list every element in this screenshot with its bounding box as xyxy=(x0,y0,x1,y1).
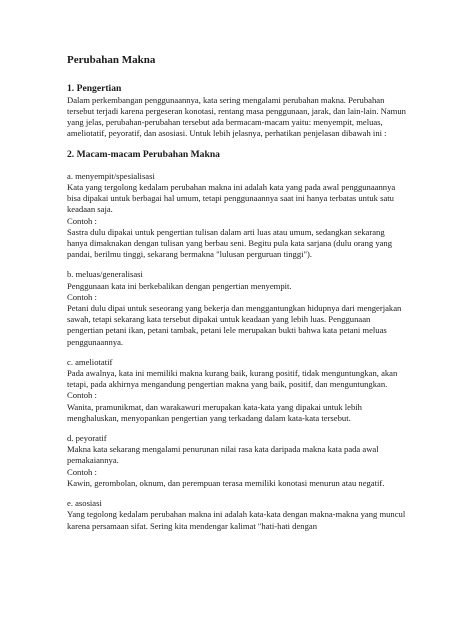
subsection-c-example-label: Contoh : xyxy=(67,390,97,401)
subsection-b-heading: b. meluas/generalisasi xyxy=(67,269,143,280)
subsection-d-body: Makna kata sekarang mengalami penurunan nilai rasa kata daripada makna kata pada awal pemakaiannya. xyxy=(67,444,379,466)
subsection-a-body: Kata yang tergolong kedalam perubahan makna ini adalah kata yang pada awal penggunaannya bisa dipakai untuk berbagai hal umum, tetapi penggunaannya saat ini hanya terbatas untuk satu keadaan saja. xyxy=(67,182,396,215)
subsection-d-example-label: Contoh : xyxy=(67,466,97,477)
subsection-c-example: Wanita, pramunikmat, dan warakawuri merupakan kata-kata yang dipakai untuk lebih menghaluskan, menyopankan pengertian yang terkadang dalam kata-kata tersebut. xyxy=(67,401,362,423)
subsection-a-example: Sastra dulu dipakai untuk pengertian tulisan dalam arti luas atau umum, sedangkan sekarang hanya dimaknakan dengan tulisan yang berbau seni. Begitu pula kata sarjana (dulu orang yang pandai, berilmu tinggi, sekarang bermakna "lulusan perguruan tinggi"). xyxy=(67,226,393,260)
subsection-e-body: Yang tegolong kedalam perubahan makna ini adalah kata-kata dengan makna-makna yang muncul karena persamaan sifat. Sering kita mendengar kalimat "hati-hati dengan xyxy=(67,509,406,531)
subsection-c-heading: c. ameliotatif xyxy=(67,356,113,367)
section-1-body: Dalam perkembangan penggunaannya, kata sering mengalami perubahan makna. Perubahan tersebut terjadi karena pergeseran konotasi, rentang masa penggunaan, jarak, dan lain-lain. Namun yang jelas, perubahan-perubahan tersebut ada bermacam-macam yaitu: menyempit, meluas, ameliotatif, peyoratif, dan asosiasi. Untuk lebih jelasnya, perhatikan penjelasan dibawah ini : xyxy=(67,94,406,139)
subsection-b-body: Penggunaan kata ini berkebalikan dengan pengertian menyempit. xyxy=(67,280,292,291)
subsection-b-example: Petani dulu dipai untuk seseorang yang bekerja dan menggantungkan hidupnya dari mengerjakan sawah, tetapi sekarang kata tersebut dipakai untuk keadaan yang lebih luas. Penggunaan pengertian petani ikan, petani tambak, petani lele merupakan bukti bahwa kata petani meluas penggunaannya. xyxy=(67,303,402,347)
subsection-a-example-label: Contoh : xyxy=(67,215,97,226)
subsection-e-heading: e. asosiasi xyxy=(67,498,102,509)
document-page xyxy=(67,54,407,532)
subsection-d-heading: d. peyoratif xyxy=(67,433,107,444)
subsection-d-example: Kawin, gerombolan, oknum, dan perempuan terasa memiliki konotasi menurun atau negatif. xyxy=(67,477,385,488)
subsection-a-heading: a. menyempit/spesialisasi xyxy=(67,170,155,181)
subsection-c-body: Pada awalnya, kata ini memiliki makna kurang baik, kurang positif, tidak menguntungkan, akan tetapi, pada akhirnya mengandung pengertian makna yang baik, positif, dan menguntungkan. xyxy=(67,368,398,390)
subsection-b-example-label: Contoh : xyxy=(67,291,97,302)
section-1-heading: 1. Pengertian xyxy=(67,83,122,94)
document-title: Perubahan Makna xyxy=(67,54,156,66)
section-2-heading: 2. Macam-macam Perubahan Makna xyxy=(67,149,220,161)
